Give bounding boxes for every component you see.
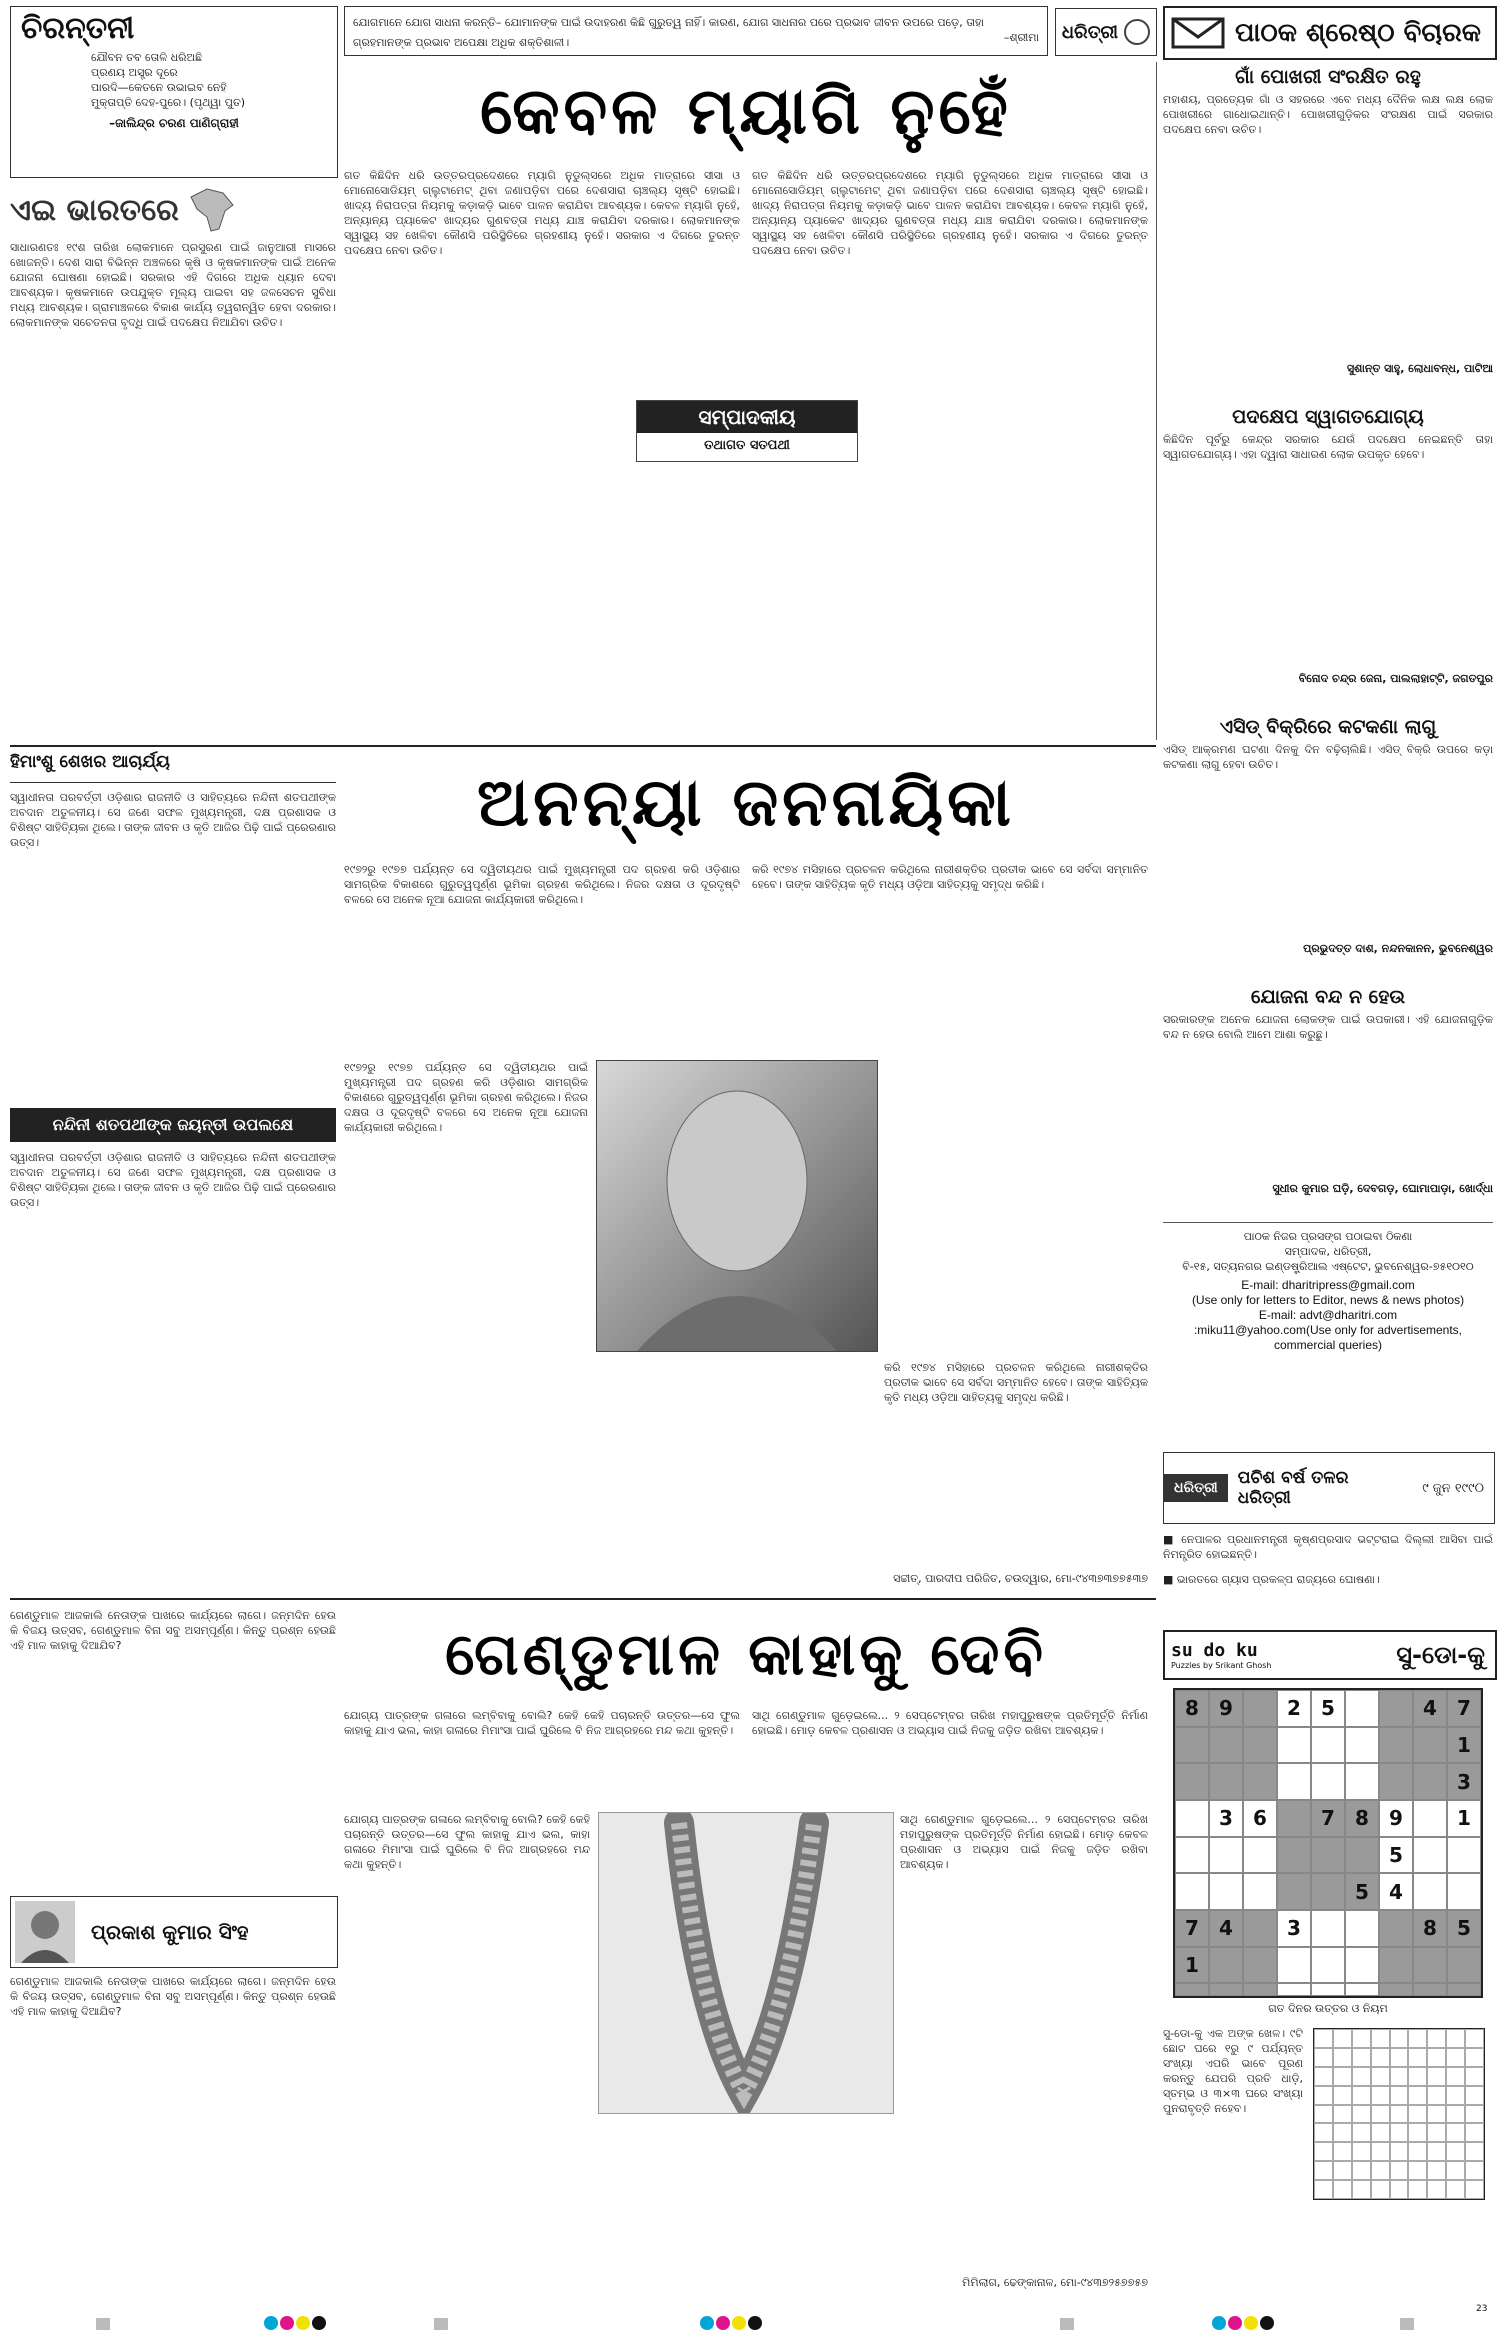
sudoku-cell[interactable]: 7 bbox=[1311, 1800, 1345, 1837]
sudoku-cell[interactable] bbox=[1345, 1837, 1379, 1874]
sudoku-cell[interactable]: 1 bbox=[1447, 1727, 1481, 1764]
contact-intro: ପାଠକ ନିଜର ପ୍ରସଙ୍ଗ ପଠାଇବା ଠିକଣା ସମ୍ପାଦକ, ଧରିତ୍ରୀ, ବି-୧୫, ସତ୍ୟନଗର ଇଣ୍ଡଷ୍ଟ୍ରିଆଲ ଏଷ୍ଟେଟ, ଭୁବନେଶ୍ୱର-୭୫୧୦୧୦ bbox=[1182, 1230, 1474, 1273]
letter-2 bbox=[1163, 402, 1493, 702]
solution-cell bbox=[1465, 2161, 1484, 2180]
solution-cell bbox=[1390, 2086, 1409, 2105]
solution-cell bbox=[1352, 2142, 1371, 2161]
solution-cell bbox=[1333, 2086, 1352, 2105]
contact-box bbox=[1163, 1222, 1493, 1449]
nandini-text-mid: ୧୯୭୨ରୁ ୧୯୭୭ ପର୍ଯ୍ୟନ୍ତ ସେ ଦ୍ୱିତୀୟଥର ପାଇଁ ମୁଖ୍ୟମନ୍ତ୍ରୀ ପଦ ଗ୍ରହଣ କରି ଓଡ଼ିଶାର ସାମଗ୍ରିକ ବିକାଶରେ ଗୁରୁତ୍ୱପୂର୍ଣ୍ଣ ଭୂମିକା ଗ୍ରହଣ କରିଥିଲେ। ନିଜର ଦକ୍ଷତା ଓ ଦୂରଦୃଷ୍ଟି ବଳରେ ସେ ଅନେକ ନୂଆ ଯୋଜନା କାର୍ଯ୍ୟକାରୀ କରିଥିଲେ। bbox=[344, 863, 740, 906]
editorial-author: ତଥାଗତ ସତପଥୀ bbox=[704, 438, 790, 453]
solution-cell bbox=[1371, 2067, 1390, 2086]
solution-cell bbox=[1427, 2161, 1446, 2180]
sudoku-rules: ସୁ-ଡୋ-କୁ ଏକ ଅଙ୍କ ଖେଳ। ୯ଟି ଛୋଟ ଘରେ ୧ରୁ ୯ ପର୍ଯ୍ୟନ୍ତ ସଂଖ୍ୟା ଏପରି ଭାବେ ପୂରଣ କରନ୍ତୁ ଯେପରି ପ୍ରତି ଧାଡ଼ି, ସ୍ତମ୍ଭ ଓ ୩×୩ ଘରେ ସଂଖ୍ୟା ପୁନରାବୃତ୍ତି ନହେବ। bbox=[1163, 2027, 1303, 2115]
sudoku-cell[interactable] bbox=[1379, 1947, 1413, 1984]
solution-cell bbox=[1333, 2105, 1352, 2124]
history-item-2 bbox=[1163, 1572, 1493, 1602]
solution-cell bbox=[1352, 2029, 1371, 2048]
aji-bharat-title: ଏଇ ଭାରତରେ bbox=[10, 192, 179, 228]
sudoku-cell[interactable]: 8 bbox=[1175, 1690, 1209, 1727]
solution-cell bbox=[1333, 2142, 1352, 2161]
solution-cell bbox=[1427, 2086, 1446, 2105]
solution-cell bbox=[1446, 2086, 1465, 2105]
gendu-text-left: ଗେଣ୍ଡୁମାଳ ଆଜକାଲି ନେତାଙ୍କ ପାଖରେ କାର୍ଯ୍ୟରେ ଲାଗେ। ଜନ୍ମଦିନ ହେଉ କି ବିଜୟ ଉତ୍ସବ, ଗେଣ୍ଡୁମାଳ ବିନା ସବୁ ଅସମ୍ପୂର୍ଣ୍ଣ। କିନ୍ତୁ ପ୍ରଶ୍ନ ହେଉଛି ଏହି ମାଳ କାହାକୁ ଦିଆଯିବ? bbox=[10, 1609, 336, 1652]
sudoku-cell[interactable] bbox=[1311, 1837, 1345, 1874]
solution-cell bbox=[1465, 2086, 1484, 2105]
sudoku-cell[interactable] bbox=[1175, 1983, 1209, 1996]
solution-cell bbox=[1465, 2180, 1484, 2199]
sudoku-cell[interactable]: 6 bbox=[1243, 1800, 1277, 1837]
gendu-headline: ଗେଣ୍ଡୁମାଳ କାହାକୁ ଦେବି bbox=[445, 1620, 1047, 1688]
contact-email-2[interactable]: E-mail: advt@dharitri.com bbox=[1258, 1308, 1398, 1322]
gendu-text-right-2: ସାଥି ଗେଣ୍ଡୁମାଳ ଗୁଡ଼େଇଲେ... ୨ ସେପ୍ଟେମ୍ବର ତାରିଖ ମହାପୁରୁଷଙ୍କ ପ୍ରତିମୂର୍ତ୍ତି ନିର୍ମାଣ ହୋଇଛି। ମୋଡ଼ କେବଳ ପ୍ରଶାସନ ଓ ଅଭ୍ୟାସ ପାଇଁ ନିଜକୁ ଜଡ଼ିତ ରଖିବା ଆବଶ୍ୟକ। bbox=[900, 1813, 1148, 1871]
solution-cell bbox=[1371, 2048, 1390, 2067]
sudoku-cell[interactable] bbox=[1413, 1983, 1447, 1996]
gendu-text-right: ସାଥି ଗେଣ୍ଡୁମାଳ ଗୁଡ଼େଇଲେ... ୨ ସେପ୍ଟେମ୍ବର ତାରିଖ ମହାପୁରୁଷଙ୍କ ପ୍ରତିମୂର୍ତ୍ତି ନିର୍ମାଣ ହୋଇଛି। ମୋଡ଼ କେବଳ ପ୍ରଶାସନ ଓ ଅଭ୍ୟାସ ପାଇଁ ନିଜକୁ ଜଡ଼ିତ ରଖିବା ଆବଶ୍ୟକ। bbox=[752, 1709, 1148, 1737]
sudoku-cell[interactable] bbox=[1413, 1947, 1447, 1984]
sudoku-cell[interactable] bbox=[1345, 1983, 1379, 1996]
sudoku-cell[interactable] bbox=[1243, 1763, 1277, 1800]
portrait-icon bbox=[597, 1061, 877, 1351]
bullet-icon: ■ bbox=[1163, 1533, 1182, 1546]
gendu-author: ପ୍ରକାଶ କୁମାର ସିଂହ bbox=[91, 1920, 249, 1944]
sudoku-cell[interactable] bbox=[1345, 1910, 1379, 1947]
editorial-label: ସମ୍ପାଦକୀୟ bbox=[637, 401, 857, 433]
solution-cell bbox=[1446, 2180, 1465, 2199]
letter-1-title: ଗାଁ ପୋଖରୀ ସଂରକ୍ଷିତ ରହୁ bbox=[1235, 66, 1421, 88]
solution-cell bbox=[1446, 2105, 1465, 2124]
letters-banner-title: ପାଠକ ଶ୍ରେଷ୍ଠ ବିଚାରକ bbox=[1235, 17, 1482, 48]
history-item-2-text: ଭାରତରେ ଗ୍ୟାସ ପ୍ରକଳ୍ପ ରାଜ୍ୟରେ ଘୋଷଣା। bbox=[1176, 1573, 1380, 1586]
solution-cell bbox=[1408, 2029, 1427, 2048]
sudoku-cell[interactable]: 3 bbox=[1447, 1763, 1481, 1800]
letter-4-title: ଯୋଜନା ବନ୍ଦ ନ ହେଉ bbox=[1250, 986, 1406, 1008]
sudoku-cell[interactable] bbox=[1243, 1727, 1277, 1764]
sudoku-cell[interactable] bbox=[1175, 1873, 1209, 1910]
solution-cell bbox=[1390, 2142, 1409, 2161]
sudoku-cell[interactable] bbox=[1277, 1873, 1311, 1910]
solution-cell bbox=[1371, 2161, 1390, 2180]
sudoku-cell[interactable] bbox=[1311, 1910, 1345, 1947]
contact-note-1: (Use only for letters to Editor, news & news photos) bbox=[1191, 1293, 1465, 1307]
sudoku-cell[interactable] bbox=[1175, 1727, 1209, 1764]
sudoku-cell[interactable] bbox=[1413, 1873, 1447, 1910]
solution-cell bbox=[1390, 2067, 1409, 2086]
letter-4-sender: ସୁଧୀର କୁମାର ଘଡ଼ି, ଦେବଗଡ଼, ଘୋମାପାଡ଼ା, ଖୋର୍ଦ୍ଧା bbox=[1272, 1182, 1493, 1195]
sudoku-cell[interactable] bbox=[1379, 1763, 1413, 1800]
solution-cell bbox=[1352, 2086, 1371, 2105]
gendu-author-box bbox=[10, 1896, 338, 1968]
solution-cell bbox=[1314, 2105, 1333, 2124]
author-avatar bbox=[15, 1901, 75, 1963]
letter-1-text: ମହାଶୟ, ପ୍ରତ୍ୟେକ ଗାଁ ଓ ସହରରେ ଏବେ ମଧ୍ୟ ଦୈନିକ ଲକ୍ଷ ଲକ୍ଷ ଲୋକ ପୋଖରୀରେ ଗାଧୋଇଥାନ୍ତି। ପୋଖରୀଗୁଡ଼ିକର ସଂରକ୍ଷଣ ପାଇଁ ସରକାର ପଦକ୍ଷେପ ନେବା ଉଚିତ। bbox=[1163, 93, 1493, 136]
solution-cell bbox=[1408, 2180, 1427, 2199]
sudoku-box bbox=[1163, 1630, 1493, 2300]
sudoku-cell[interactable] bbox=[1345, 1727, 1379, 1764]
sudoku-cell[interactable]: 5 bbox=[1345, 1873, 1379, 1910]
sudoku-cell[interactable] bbox=[1413, 1837, 1447, 1874]
solution-cell bbox=[1390, 2123, 1409, 2142]
letter-2-text: କିଛିଦିନ ପୂର୍ବରୁ କେନ୍ଦ୍ର ସରକାର ଯେଉଁ ପଦକ୍ଷେପ ନେଇଛନ୍ତି ତାହା ସ୍ୱାଗତଯୋଗ୍ୟ। ଏହା ଦ୍ୱାରା ସାଧାରଣ ଲୋକ ଉପକୃତ ହେବେ। bbox=[1163, 433, 1493, 461]
sudoku-cell[interactable] bbox=[1175, 1763, 1209, 1800]
top-quote-author: –ଶ୍ରୀମା bbox=[1003, 31, 1039, 44]
garland-icon bbox=[599, 1813, 893, 2113]
letter-2-title: ପଦକ୍ଷେପ ସ୍ୱାଗତଯୋଗ୍ୟ bbox=[1232, 406, 1424, 428]
sudoku-cell[interactable]: 7 bbox=[1175, 1910, 1209, 1947]
sudoku-cell[interactable]: 4 bbox=[1209, 1910, 1243, 1947]
nandini-text-left-2: ସ୍ୱାଧୀନତା ପରବର୍ତ୍ତୀ ଓଡ଼ିଶାର ରାଜନୀତି ଓ ସାହିତ୍ୟରେ ନନ୍ଦିନୀ ଶତପଥୀଙ୍କ ଅବଦାନ ଅତୁଳନୀୟ। ସେ ଜଣେ ସଫଳ ମୁଖ୍ୟମନ୍ତ୍ରୀ, ଦକ୍ଷ ପ୍ରଶାସକ ଓ ବିଶିଷ୍ଟ ସାହିତ୍ୟିକା ଥିଲେ। ତାଙ୍କ ଜୀବନ ଓ କୃତି ଆଜିର ପିଢ଼ି ପାଇଁ ପ୍ରେରଣାର ଉତ୍ସ। bbox=[10, 1151, 336, 1209]
solution-cell bbox=[1371, 2180, 1390, 2199]
editorial-headline: କେବଳ ମ୍ୟାଗି ନୁହେଁ bbox=[480, 75, 1012, 149]
solution-cell bbox=[1333, 2029, 1352, 2048]
contact-email-1[interactable]: E-mail: dharitripress@gmail.com bbox=[1241, 1278, 1415, 1292]
solution-cell bbox=[1465, 2067, 1484, 2086]
history-tag: ଧରିତ୍ରୀ bbox=[1164, 1474, 1228, 1502]
letter-4-text: ସରକାରଙ୍କ ଅନେକ ଯୋଜନା ଲୋକଙ୍କ ପାଇଁ ଉପକାରୀ। ଏହି ଯୋଜନାଗୁଡ଼ିକ ବନ୍ଦ ନ ହେଉ ବୋଲି ଆମେ ଆଶା କରୁଛୁ। bbox=[1163, 1013, 1493, 1041]
sudoku-cell[interactable] bbox=[1243, 1910, 1277, 1947]
sudoku-cell[interactable] bbox=[1243, 1947, 1277, 1984]
solution-cell bbox=[1371, 2123, 1390, 2142]
solution-cell bbox=[1408, 2142, 1427, 2161]
garland-photo bbox=[598, 1812, 894, 2114]
editorial-label-box bbox=[636, 400, 858, 462]
sudoku-cell[interactable] bbox=[1277, 1837, 1311, 1874]
sudoku-cell[interactable] bbox=[1243, 1837, 1277, 1874]
sudoku-cell[interactable] bbox=[1277, 1947, 1311, 1984]
sudoku-cell[interactable]: 5 bbox=[1379, 1837, 1413, 1874]
solution-cell bbox=[1314, 2180, 1333, 2199]
nandini-photo bbox=[596, 1060, 878, 1352]
solution-cell bbox=[1390, 2161, 1409, 2180]
solution-cell bbox=[1427, 2142, 1446, 2161]
nandini-occasion: ନନ୍ଦିନୀ ଶତପଥୀଙ୍କ ଜୟନ୍ତୀ ଉପଲକ୍ଷେ bbox=[10, 1108, 336, 1142]
solution-cell bbox=[1390, 2048, 1409, 2067]
letter-3-text: ଏସିଡ୍ ଆକ୍ରମଣ ଘଟଣା ଦିନକୁ ଦିନ ବଢ଼ିଚାଲିଛି। ଏସିଡ୍ ବିକ୍ରି ଉପରେ କଡ଼ା କଟକଣା ଲାଗୁ ହେବା ଉଚିତ। bbox=[1163, 743, 1493, 771]
gendu-text-mid-2: ଯୋଗ୍ୟ ପାତ୍ରଙ୍କ ଗଳାରେ ଲମ୍ବିବାକୁ ବୋଲି? କେହି କେହି ପଚାରନ୍ତି ଉତ୍ତର—ସେ ଫୁଲ କାହାକୁ ଯାଏ ଭଲ, କାହା ଗଳାରେ ମିମାଂସା ପାଇଁ ଘୁରିଲେ ବି ନିଜ ଆଗ୍ରହରେ ମନ୍ଦ କଥା କୁହନ୍ତି। bbox=[344, 1813, 590, 1871]
nandini-signoff: ସଚ୍ଚୀତ୍, ପାରଦୀପ ପରିଜିତ, ଚଉଦ୍ୱାର, ମୋ-୯୪୩୭୩୭୭୫୩୭ bbox=[893, 1572, 1148, 1585]
sudoku-cell[interactable] bbox=[1447, 1837, 1481, 1874]
sudoku-cell[interactable] bbox=[1243, 1690, 1277, 1727]
solution-cell bbox=[1465, 2029, 1484, 2048]
sudoku-cell[interactable] bbox=[1379, 1910, 1413, 1947]
solution-cell bbox=[1427, 2048, 1446, 2067]
sudoku-cell[interactable]: 1 bbox=[1175, 1947, 1209, 1984]
sudoku-cell[interactable] bbox=[1447, 1947, 1481, 1984]
quote-box-title: ଚିରନ୍ତନୀ bbox=[21, 11, 135, 46]
solution-cell bbox=[1352, 2067, 1371, 2086]
logo-text: ଧରିତ୍ରୀ bbox=[1061, 21, 1119, 43]
solution-cell bbox=[1314, 2067, 1333, 2086]
solution-cell bbox=[1390, 2029, 1409, 2048]
nandini-text-right-2: କରି ୧୯୭୪ ମସିହାରେ ପ୍ରଚଳନ କରିଥିଲେ ନାରୀଶକ୍ତିର ପ୍ରତୀକ ଭାବେ ସେ ସର୍ବଦା ସମ୍ମାନିତ ହେବେ। ତାଙ୍କ ସାହିତ୍ୟିକ କୃତି ମଧ୍ୟ ଓଡ଼ିଆ ସାହିତ୍ୟକୁ ସମୃଦ୍ଧ କରିଛି। bbox=[884, 1361, 1148, 1404]
solution-cell bbox=[1352, 2123, 1371, 2142]
solution-cell bbox=[1408, 2105, 1427, 2124]
sudoku-cell[interactable] bbox=[1277, 1763, 1311, 1800]
quote-box bbox=[10, 6, 338, 178]
nandini-text-mid-2: ୧୯୭୨ରୁ ୧୯୭୭ ପର୍ଯ୍ୟନ୍ତ ସେ ଦ୍ୱିତୀୟଥର ପାଇଁ ମୁଖ୍ୟମନ୍ତ୍ରୀ ପଦ ଗ୍ରହଣ କରି ଓଡ଼ିଶାର ସାମଗ୍ରିକ ବିକାଶରେ ଗୁରୁତ୍ୱପୂର୍ଣ୍ଣ ଭୂମିକା ଗ୍ରହଣ କରିଥିଲେ। ନିଜର ଦକ୍ଷତା ଓ ଦୂରଦୃଷ୍ଟି ବଳରେ ସେ ଅନେକ ନୂଆ ଯୋଜନା କାର୍ଯ୍ୟକାରୀ କରିଥିଲେ। bbox=[344, 1061, 588, 1134]
sudoku-cell[interactable] bbox=[1209, 1837, 1243, 1874]
solution-cell bbox=[1446, 2142, 1465, 2161]
sudoku-odia-title: ସୁ-ଡୋ-କୁ bbox=[1396, 1641, 1485, 1669]
nandini-text-left: ସ୍ୱାଧୀନତା ପରବର୍ତ୍ତୀ ଓଡ଼ିଶାର ରାଜନୀତି ଓ ସାହିତ୍ୟରେ ନନ୍ଦିନୀ ଶତପଥୀଙ୍କ ଅବଦାନ ଅତୁଳନୀୟ। ସେ ଜଣେ ସଫଳ ମୁଖ୍ୟମନ୍ତ୍ରୀ, ଦକ୍ଷ ପ୍ରଶାସକ ଓ ବିଶିଷ୍ଟ ସାହିତ୍ୟିକା ଥିଲେ। ତାଙ୍କ ଜୀବନ ଓ କୃତି ଆଜିର ପିଢ଼ି ପାଇଁ ପ୍ରେରଣାର ଉତ୍ସ। bbox=[10, 791, 336, 849]
solution-cell bbox=[1408, 2123, 1427, 2142]
contact-email-3[interactable]: :miku11@yahoo.com(Use only for advertisements, commercial queries) bbox=[1193, 1323, 1463, 1352]
letter-3 bbox=[1163, 712, 1493, 972]
history-item-1-text: ନେପାଳର ପ୍ରଧାନମନ୍ତ୍ରୀ କୃଷ୍ଣପ୍ରସାଦ ଭଟ୍ଟରାଇ ଦିଲ୍ଲୀ ଆସିବା ପାଇଁ ନିମନ୍ତ୍ରିତ ହୋଇଛନ୍ତି। bbox=[1163, 1533, 1493, 1561]
solution-cell bbox=[1333, 2180, 1352, 2199]
editorial-text-col1: ଗତ କିଛିଦିନ ଧରି ଉତ୍ତରପ୍ରଦେଶରେ ମ୍ୟାଗି ନୁଡୁଲ୍ସରେ ଅଧିକ ମାତ୍ରାରେ ସୀସା ଓ ମୋନୋସୋଡିୟମ୍ ଗ୍ଲୁଟାମେଟ୍ ଥିବା ଜଣାପଡ଼ିବା ପରେ ଦେଶସାରା ଚାଞ୍ଚଲ୍ୟ ସୃଷ୍ଟି ହୋଇଛି। ଖାଦ୍ୟ ନିରାପତ୍ତା ନିୟମକୁ କଡ଼ାକଡ଼ି ଭାବେ ପାଳନ କରାଯିବା ଆବଶ୍ୟକ। କେବଳ ମ୍ୟାଗି ନୁହେଁ, ଅନ୍ୟାନ୍ୟ ପ୍ୟାକେଟ ଖାଦ୍ୟର ଗୁଣବତ୍ତା ମଧ୍ୟ ଯାଞ୍ଚ କରାଯିବା ଦରକାର। ଲୋକମାନଙ୍କ ସ୍ୱାସ୍ଥ୍ୟ ସହ ଖେଳିବା କୌଣସି ପରିସ୍ଥିତିରେ ଗ୍ରହଣୀୟ ନୁହେଁ। ସରକାର ଏ ଦିଗରେ ତୁରନ୍ତ ପଦକ୍ଷେପ ନେବା ଉଚିତ। bbox=[344, 169, 740, 257]
sudoku-cell[interactable] bbox=[1311, 1873, 1345, 1910]
sudoku-cell[interactable]: 5 bbox=[1447, 1910, 1481, 1947]
sudoku-cell[interactable] bbox=[1209, 1873, 1243, 1910]
sudoku-cell[interactable] bbox=[1277, 1727, 1311, 1764]
gendu-text-left-2: ଗେଣ୍ଡୁମାଳ ଆଜକାଲି ନେତାଙ୍କ ପାଖରେ କାର୍ଯ୍ୟରେ ଲାଗେ। ଜନ୍ମଦିନ ହେଉ କି ବିଜୟ ଉତ୍ସବ, ଗେଣ୍ଡୁମାଳ ବିନା ସବୁ ଅସମ୍ପୂର୍ଣ୍ଣ। କିନ୍ତୁ ପ୍ରଶ୍ନ ହେଉଛି ଏହି ମାଳ କାହାକୁ ଦିଆଯିବ? bbox=[10, 1975, 336, 2018]
sudoku-cell[interactable]: 1 bbox=[1447, 1800, 1481, 1837]
letter-3-title: ଏସିଡ୍ ବିକ୍ରିରେ କଟକଣା ଲାଗୁ bbox=[1219, 716, 1437, 738]
solution-cell bbox=[1352, 2180, 1371, 2199]
solution-cell bbox=[1427, 2067, 1446, 2086]
nandini-author-byline: ହିମାଂଶୁ ଶେଖର ଆଚାର୍ଯ୍ୟ bbox=[10, 752, 336, 783]
solution-cell bbox=[1371, 2086, 1390, 2105]
solution-cell bbox=[1408, 2161, 1427, 2180]
letter-2-sender: ବିନୋଦ ଚନ୍ଦ୍ର ଜେନା, ପାଲଲାହାଟ୍ଟି, ଜଗତପୁର bbox=[1298, 672, 1493, 685]
india-map-icon bbox=[187, 187, 237, 233]
editorial-text-col2: ଗତ କିଛିଦିନ ଧରି ଉତ୍ତରପ୍ରଦେଶରେ ମ୍ୟାଗି ନୁଡୁଲ୍ସରେ ଅଧିକ ମାତ୍ରାରେ ସୀସା ଓ ମୋନୋସୋଡିୟମ୍ ଗ୍ଲୁଟାମେଟ୍ ଥିବା ଜଣାପଡ଼ିବା ପରେ ଦେଶସାରା ଚାଞ୍ଚଲ୍ୟ ସୃଷ୍ଟି ହୋଇଛି। ଖାଦ୍ୟ ନିରାପତ୍ତା ନିୟମକୁ କଡ଼ାକଡ଼ି ଭାବେ ପାଳନ କରାଯିବା ଆବଶ୍ୟକ। କେବଳ ମ୍ୟାଗି ନୁହେଁ, ଅନ୍ୟାନ୍ୟ ପ୍ୟାକେଟ ଖାଦ୍ୟର ଗୁଣବତ୍ତା ମଧ୍ୟ ଯାଞ୍ଚ କରାଯିବା ଦରକାର। ଲୋକମାନଙ୍କ ସ୍ୱାସ୍ଥ୍ୟ ସହ ଖେଳିବା କୌଣସି ପରିସ୍ଥିତିରେ ଗ୍ରହଣୀୟ ନୁହେଁ। ସରକାର ଏ ଦିଗରେ ତୁରନ୍ତ ପଦକ୍ଷେପ ନେବା ଉଚିତ। bbox=[752, 169, 1148, 257]
sudoku-cell[interactable] bbox=[1345, 1690, 1379, 1727]
top-quote-text: ଯୋଗମାନେ ଯୋଗ ସାଧନା କରନ୍ତି– ଯୋମାନଙ୍କ ପାଇଁ ଉଦାହରଣ କିଛି ଗୁରୁତ୍ୱ ନାହିଁ। କାରଣ, ଯୋଗ ସାଧନାର ପରେ ପ୍ରଭାବ ଜୀବନ ଉପରେ ପଡ଼େ, ତାହା ଗ୍ରହମାନଙ୍କ ପ୍ରଭାବ ଅପେକ୍ଷା ଅଧିକ ଶକ୍ତିଶାଳୀ। bbox=[353, 16, 984, 49]
print-marks bbox=[0, 2312, 1500, 2332]
solution-cell bbox=[1314, 2142, 1333, 2161]
sudoku-cell[interactable] bbox=[1413, 1727, 1447, 1764]
nandini-headline: ଅନନ୍ୟା ଜନନାୟିକା bbox=[477, 764, 1015, 841]
solution-cell bbox=[1465, 2123, 1484, 2142]
sudoku-cell[interactable] bbox=[1209, 1727, 1243, 1764]
sudoku-caption: ଗତ ଦିନର ଉତ୍ତର ଓ ନିୟମ bbox=[1268, 2002, 1388, 2015]
solution-cell bbox=[1314, 2029, 1333, 2048]
sudoku-cell[interactable] bbox=[1311, 1763, 1345, 1800]
page-number: 23 bbox=[1476, 2304, 1488, 2314]
sudoku-cell[interactable]: 9 bbox=[1379, 1800, 1413, 1837]
envelope-icon bbox=[1171, 15, 1227, 51]
solution-cell bbox=[1427, 2180, 1446, 2199]
sudoku-cell[interactable] bbox=[1311, 1727, 1345, 1764]
sudoku-byline: Puzzles by Srikant Ghosh bbox=[1171, 1661, 1272, 1670]
sudoku-grid[interactable] bbox=[1173, 1688, 1483, 1998]
letter-1 bbox=[1163, 62, 1493, 392]
dharitri-logo bbox=[1055, 8, 1157, 56]
solution-cell bbox=[1314, 2123, 1333, 2142]
sudoku-cell[interactable] bbox=[1311, 1983, 1345, 1996]
aji-bharat-text: ସାଧାରଣତଃ ୧୯ଶ ତାରିଖ ଲୋକମାନେ ପ୍ରସୁରଣ ପାଇଁ ଜାନୁଆରୀ ମାସରେ ଖୋଜନ୍ତି। ଦେଶ ସାରା ବିଭିନ୍ନ ଅଞ୍ଚଳରେ କୃଷି ଓ କୃଷକମାନଙ୍କ ପାଇଁ ଅନେକ ଯୋଜନା ଘୋଷଣା ହୋଇଛି। ସରକାର ଏହି ଦିଗରେ ଅଧିକ ଧ୍ୟାନ ଦେବା ଆବଶ୍ୟକ। କୃଷକମାନେ ଉପଯୁକ୍ତ ମୂଲ୍ୟ ପାଇବା ସହ ଜଳସେଚନ ସୁବିଧା ମଧ୍ୟ ଆବଶ୍ୟକ। ଗ୍ରାମାଞ୍ଚଳରେ ବିକାଶ କାର୍ଯ୍ୟ ତ୍ୱରାନ୍ୱିତ ହେବା ଦରକାର। ଲୋକମାନଙ୍କ ସଚେତନତା ବୃଦ୍ଧି ପାଇଁ ପଦକ୍ଷେପ ନିଆଯିବା ଉଚିତ। bbox=[10, 241, 336, 329]
solution-cell bbox=[1314, 2086, 1333, 2105]
solution-cell bbox=[1446, 2161, 1465, 2180]
bullet-icon: ■ bbox=[1163, 1573, 1177, 1586]
sudoku-cell[interactable] bbox=[1175, 1837, 1209, 1874]
sudoku-cell[interactable] bbox=[1243, 1983, 1277, 1996]
solution-cell bbox=[1352, 2161, 1371, 2180]
solution-cell bbox=[1333, 2161, 1352, 2180]
sudoku-cell[interactable] bbox=[1311, 1947, 1345, 1984]
solution-cell bbox=[1427, 2123, 1446, 2142]
sudoku-cell[interactable] bbox=[1379, 1690, 1413, 1727]
nandini-text-right: କରି ୧୯୭୪ ମସିହାରେ ପ୍ରଚଳନ କରିଥିଲେ ନାରୀଶକ୍ତିର ପ୍ରତୀକ ଭାବେ ସେ ସର୍ବଦା ସମ୍ମାନିତ ହେବେ। ତାଙ୍କ ସାହିତ୍ୟିକ କୃତି ମଧ୍ୟ ଓଡ଼ିଆ ସାହିତ୍ୟକୁ ସମୃଦ୍ଧ କରିଛି। bbox=[752, 863, 1148, 891]
sudoku-cell[interactable] bbox=[1243, 1873, 1277, 1910]
letters-column bbox=[1163, 62, 1493, 1452]
solution-cell bbox=[1446, 2123, 1465, 2142]
solution-cell bbox=[1314, 2048, 1333, 2067]
letter-4 bbox=[1163, 982, 1493, 1212]
wheel-icon bbox=[1124, 19, 1150, 45]
sudoku-cell[interactable] bbox=[1345, 1763, 1379, 1800]
sudoku-cell[interactable]: 7 bbox=[1447, 1690, 1481, 1727]
solution-cell bbox=[1371, 2142, 1390, 2161]
solution-cell bbox=[1333, 2048, 1352, 2067]
solution-cell bbox=[1371, 2029, 1390, 2048]
sudoku-cell[interactable] bbox=[1379, 1727, 1413, 1764]
sudoku-cell[interactable]: 3 bbox=[1277, 1910, 1311, 1947]
sudoku-cell[interactable] bbox=[1447, 1873, 1481, 1910]
solution-cell bbox=[1427, 2029, 1446, 2048]
sudoku-cell[interactable]: 8 bbox=[1413, 1910, 1447, 1947]
solution-cell bbox=[1446, 2048, 1465, 2067]
quote-box-author: –ଜାଲିନ୍ଦ୍ର ଚରଣ ପାଣିଗ୍ରାହୀ bbox=[109, 116, 239, 130]
sudoku-cell[interactable] bbox=[1277, 1800, 1311, 1837]
history-label: ପଚିଶ ବର୍ଷ ତଳର ଧରିତ୍ରୀ bbox=[1237, 1468, 1349, 1508]
solution-cell bbox=[1446, 2029, 1465, 2048]
sudoku-cell[interactable] bbox=[1209, 1947, 1243, 1984]
sudoku-cell[interactable] bbox=[1209, 1763, 1243, 1800]
gendu-text-mid: ଯୋଗ୍ୟ ପାତ୍ରଙ୍କ ଗଳାରେ ଲମ୍ବିବାକୁ ବୋଲି? କେହି କେହି ପଚାରନ୍ତି ଉତ୍ତର—ସେ ଫୁଲ କାହାକୁ ଯାଏ ଭଲ, କାହା ଗଳାରେ ମିମାଂସା ପାଇଁ ଘୁରିଲେ ବି ନିଜ ଆଗ୍ରହରେ ମନ୍ଦ କଥା କୁହନ୍ତି। bbox=[344, 1709, 740, 1737]
solution-cell bbox=[1427, 2105, 1446, 2124]
sudoku-cell[interactable]: 4 bbox=[1413, 1690, 1447, 1727]
solution-cell bbox=[1408, 2048, 1427, 2067]
letter-1-sender: ସୁଶାନ୍ତ ସାହୁ, ଲୋଧାବନ୍ଧ, ପାଟିଆ bbox=[1347, 362, 1493, 375]
letters-banner bbox=[1163, 6, 1497, 60]
solution-cell bbox=[1333, 2067, 1352, 2086]
history-date: ୯ ଜୁନ ୧୯୯୦ bbox=[1422, 1480, 1484, 1496]
top-quote-box bbox=[344, 6, 1048, 56]
sudoku-cell[interactable] bbox=[1277, 1983, 1311, 1996]
solution-cell bbox=[1446, 2067, 1465, 2086]
solution-cell bbox=[1314, 2161, 1333, 2180]
solution-cell bbox=[1408, 2067, 1427, 2086]
solution-cell bbox=[1408, 2086, 1427, 2105]
solution-cell bbox=[1352, 2105, 1371, 2124]
solution-cell bbox=[1465, 2142, 1484, 2161]
sudoku-solution-grid bbox=[1313, 2028, 1485, 2200]
sudoku-cell[interactable] bbox=[1175, 1800, 1209, 1837]
sudoku-cell[interactable] bbox=[1413, 1763, 1447, 1800]
sudoku-cell[interactable] bbox=[1413, 1800, 1447, 1837]
solution-cell bbox=[1465, 2105, 1484, 2124]
sudoku-cell[interactable]: 2 bbox=[1277, 1690, 1311, 1727]
quote-box-text: ଯୌବନ ତବ ତୋଳି ଧରିଅଛି ପ୍ରଣୟ ଅସ୍ତ୍ର ଦୂରେ ପାରଦି—କେତନେ ଉଭାଇବ ନେହି ମୁକ୍ତାପ୍ତି ଦେହ-ପୁରେ। (ପୃଥ୍ୱା ପୁତ) bbox=[91, 51, 246, 109]
sudoku-cell[interactable]: 8 bbox=[1345, 1800, 1379, 1837]
letter-3-sender: ପ୍ରଭୁଦତ୍ତ ଦାଶ, ନନ୍ଦନକାନନ, ଭୁବନେଶ୍ୱର bbox=[1303, 942, 1493, 955]
solution-cell bbox=[1465, 2048, 1484, 2067]
sudoku-brand: su do ku bbox=[1171, 1640, 1258, 1661]
solution-cell bbox=[1390, 2180, 1409, 2199]
solution-cell bbox=[1352, 2048, 1371, 2067]
sudoku-cell[interactable] bbox=[1447, 1983, 1481, 1996]
gendu-signoff: ମିମିଲାଗ, ଢେଙ୍କାନାଳ, ମୋ-୯୪୩୭୨୫୭୭୫୭ bbox=[962, 2276, 1148, 2289]
history-item-1 bbox=[1163, 1532, 1493, 1568]
sudoku-cell[interactable] bbox=[1379, 1983, 1413, 1996]
sudoku-cell[interactable]: 3 bbox=[1209, 1800, 1243, 1837]
sudoku-cell[interactable]: 9 bbox=[1209, 1690, 1243, 1727]
sudoku-cell[interactable]: 4 bbox=[1379, 1873, 1413, 1910]
sudoku-cell[interactable] bbox=[1345, 1947, 1379, 1984]
sudoku-cell[interactable] bbox=[1209, 1983, 1243, 1996]
aji-bharat-label bbox=[10, 186, 336, 234]
solution-cell bbox=[1333, 2123, 1352, 2142]
sudoku-cell[interactable]: 5 bbox=[1311, 1690, 1345, 1727]
history-box bbox=[1163, 1452, 1493, 1632]
solution-cell bbox=[1390, 2105, 1409, 2124]
solution-cell bbox=[1371, 2105, 1390, 2124]
